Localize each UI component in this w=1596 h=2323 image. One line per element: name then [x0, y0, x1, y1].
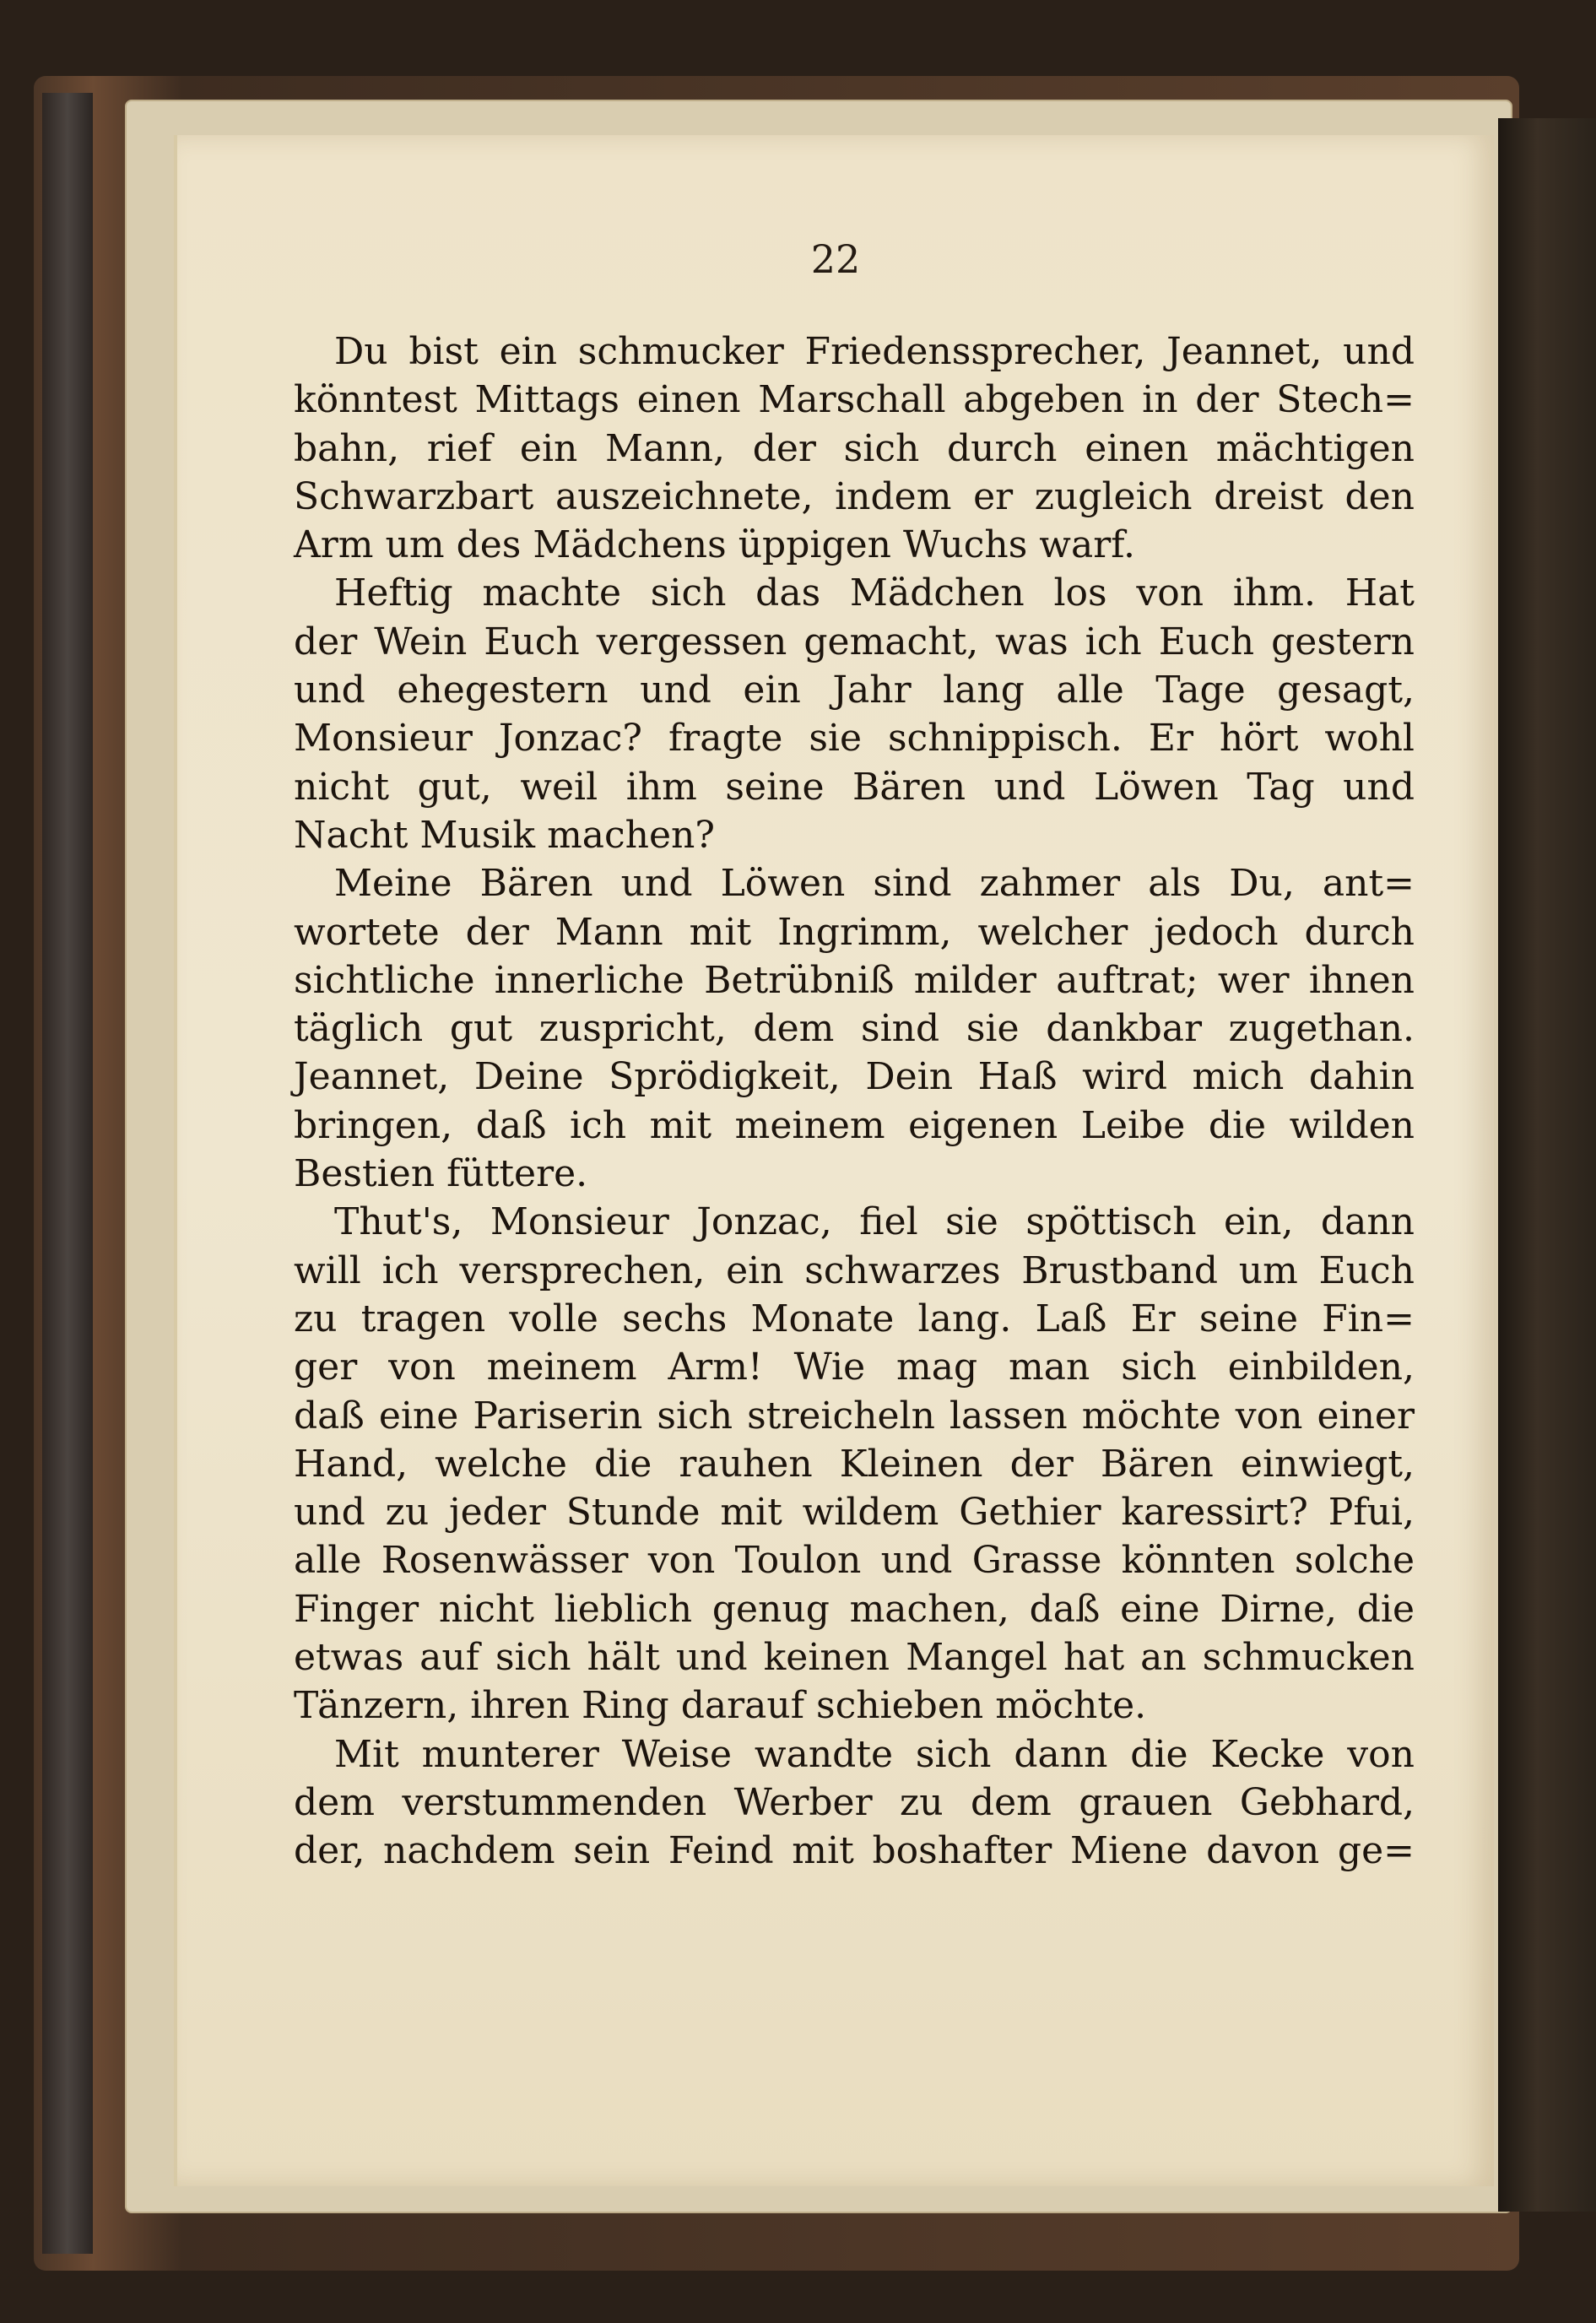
text-line: Mit munterer Weise wandte sich dann die Kecke von: [334, 1732, 1415, 1776]
text-line: könntest Mittags einen Marschall abgeben in der Stech=: [294, 378, 1415, 422]
text-line: der Wein Euch vergessen gemacht, was ich Euch gestern: [294, 620, 1415, 663]
text-line: nicht gut, weil ihm seine Bären und Löwen Tag und: [294, 765, 1415, 809]
page-text: [294, 328, 1415, 1876]
text-line: ger von meinem Arm! Wie mag man sich einbilden,: [294, 1346, 1415, 1389]
text-line: Heftig machte sich das Mädchen los von ihm. Hat: [334, 571, 1415, 615]
text-line: bringen, daß ich mit meinem eigenen Leibe die wilden: [294, 1103, 1415, 1147]
text-line: will ich versprechen, ein schwarzes Brustband um Euch: [294, 1248, 1415, 1292]
text-line: und zu jeder Stunde mit wildem Gethier karessirt? Pfui,: [294, 1491, 1415, 1535]
text-line: Arm um des Mädchens üppigen Wuchs warf.: [294, 523, 1135, 567]
text-line: daß eine Pariserin sich streicheln lassen möchte von einer: [294, 1394, 1415, 1438]
facing-page-edge: [1498, 118, 1596, 2212]
text-line: Hand, welche die rauhen Kleinen der Bären einwiegt,: [294, 1442, 1415, 1486]
text-line: alle Rosenwässer von Toulon und Grasse könnten solche: [294, 1539, 1415, 1583]
text-line: Nacht Musik machen?: [294, 813, 715, 857]
text-line: der, nachdem sein Feind mit boshafter Miene davon ge=: [294, 1829, 1415, 1873]
text-line: Meine Bären und Löwen sind zahmer als Du, ant=: [334, 862, 1415, 906]
text-line: sichtliche innerliche Betrübniß milder auftrat; wer ihnen: [294, 958, 1415, 1002]
text-line: Monsieur Jonzac? fragte sie schnippisch. Er hört wohl: [294, 717, 1415, 761]
text-line: Thut's, Monsieur Jonzac, fiel sie spöttisch ein, dann: [334, 1200, 1415, 1244]
text-line: Finger nicht lieblich genug machen, daß eine Dirne, die: [294, 1587, 1415, 1631]
text-line: dem verstummenden Werber zu dem grauen Gebhard,: [294, 1780, 1415, 1824]
text-line: und ehegestern und ein Jahr lang alle Tage gesagt,: [294, 669, 1415, 712]
text-line: Du bist ein schmucker Friedenssprecher, Jeannet, und: [334, 330, 1415, 373]
text-line: Schwarzbart auszeichnete, indem er zugleich dreist den: [294, 474, 1415, 518]
text-line: Bestien füttere.: [294, 1152, 588, 1196]
page-number: 22: [810, 236, 861, 282]
text-line: zu tragen volle sechs Monate lang. Laß Er seine Fin=: [294, 1297, 1415, 1340]
text-line: Jeannet, Deine Sprödigkeit, Dein Haß wird mich dahin: [294, 1055, 1415, 1099]
text-line: bahn, rief ein Mann, der sich durch einen mächtigen: [294, 426, 1415, 470]
text-line: wortete der Mann mit Ingrimm, welcher jedoch durch: [294, 910, 1415, 954]
text-line: täglich gut zuspricht, dem sind sie dankbar zugethan.: [294, 1007, 1415, 1051]
book-spine: [42, 93, 93, 2254]
text-line: Tänzern, ihren Ring darauf schieben möchte.: [294, 1684, 1147, 1728]
text-line: etwas auf sich hält und keinen Mangel hat an schmucken: [294, 1636, 1415, 1680]
